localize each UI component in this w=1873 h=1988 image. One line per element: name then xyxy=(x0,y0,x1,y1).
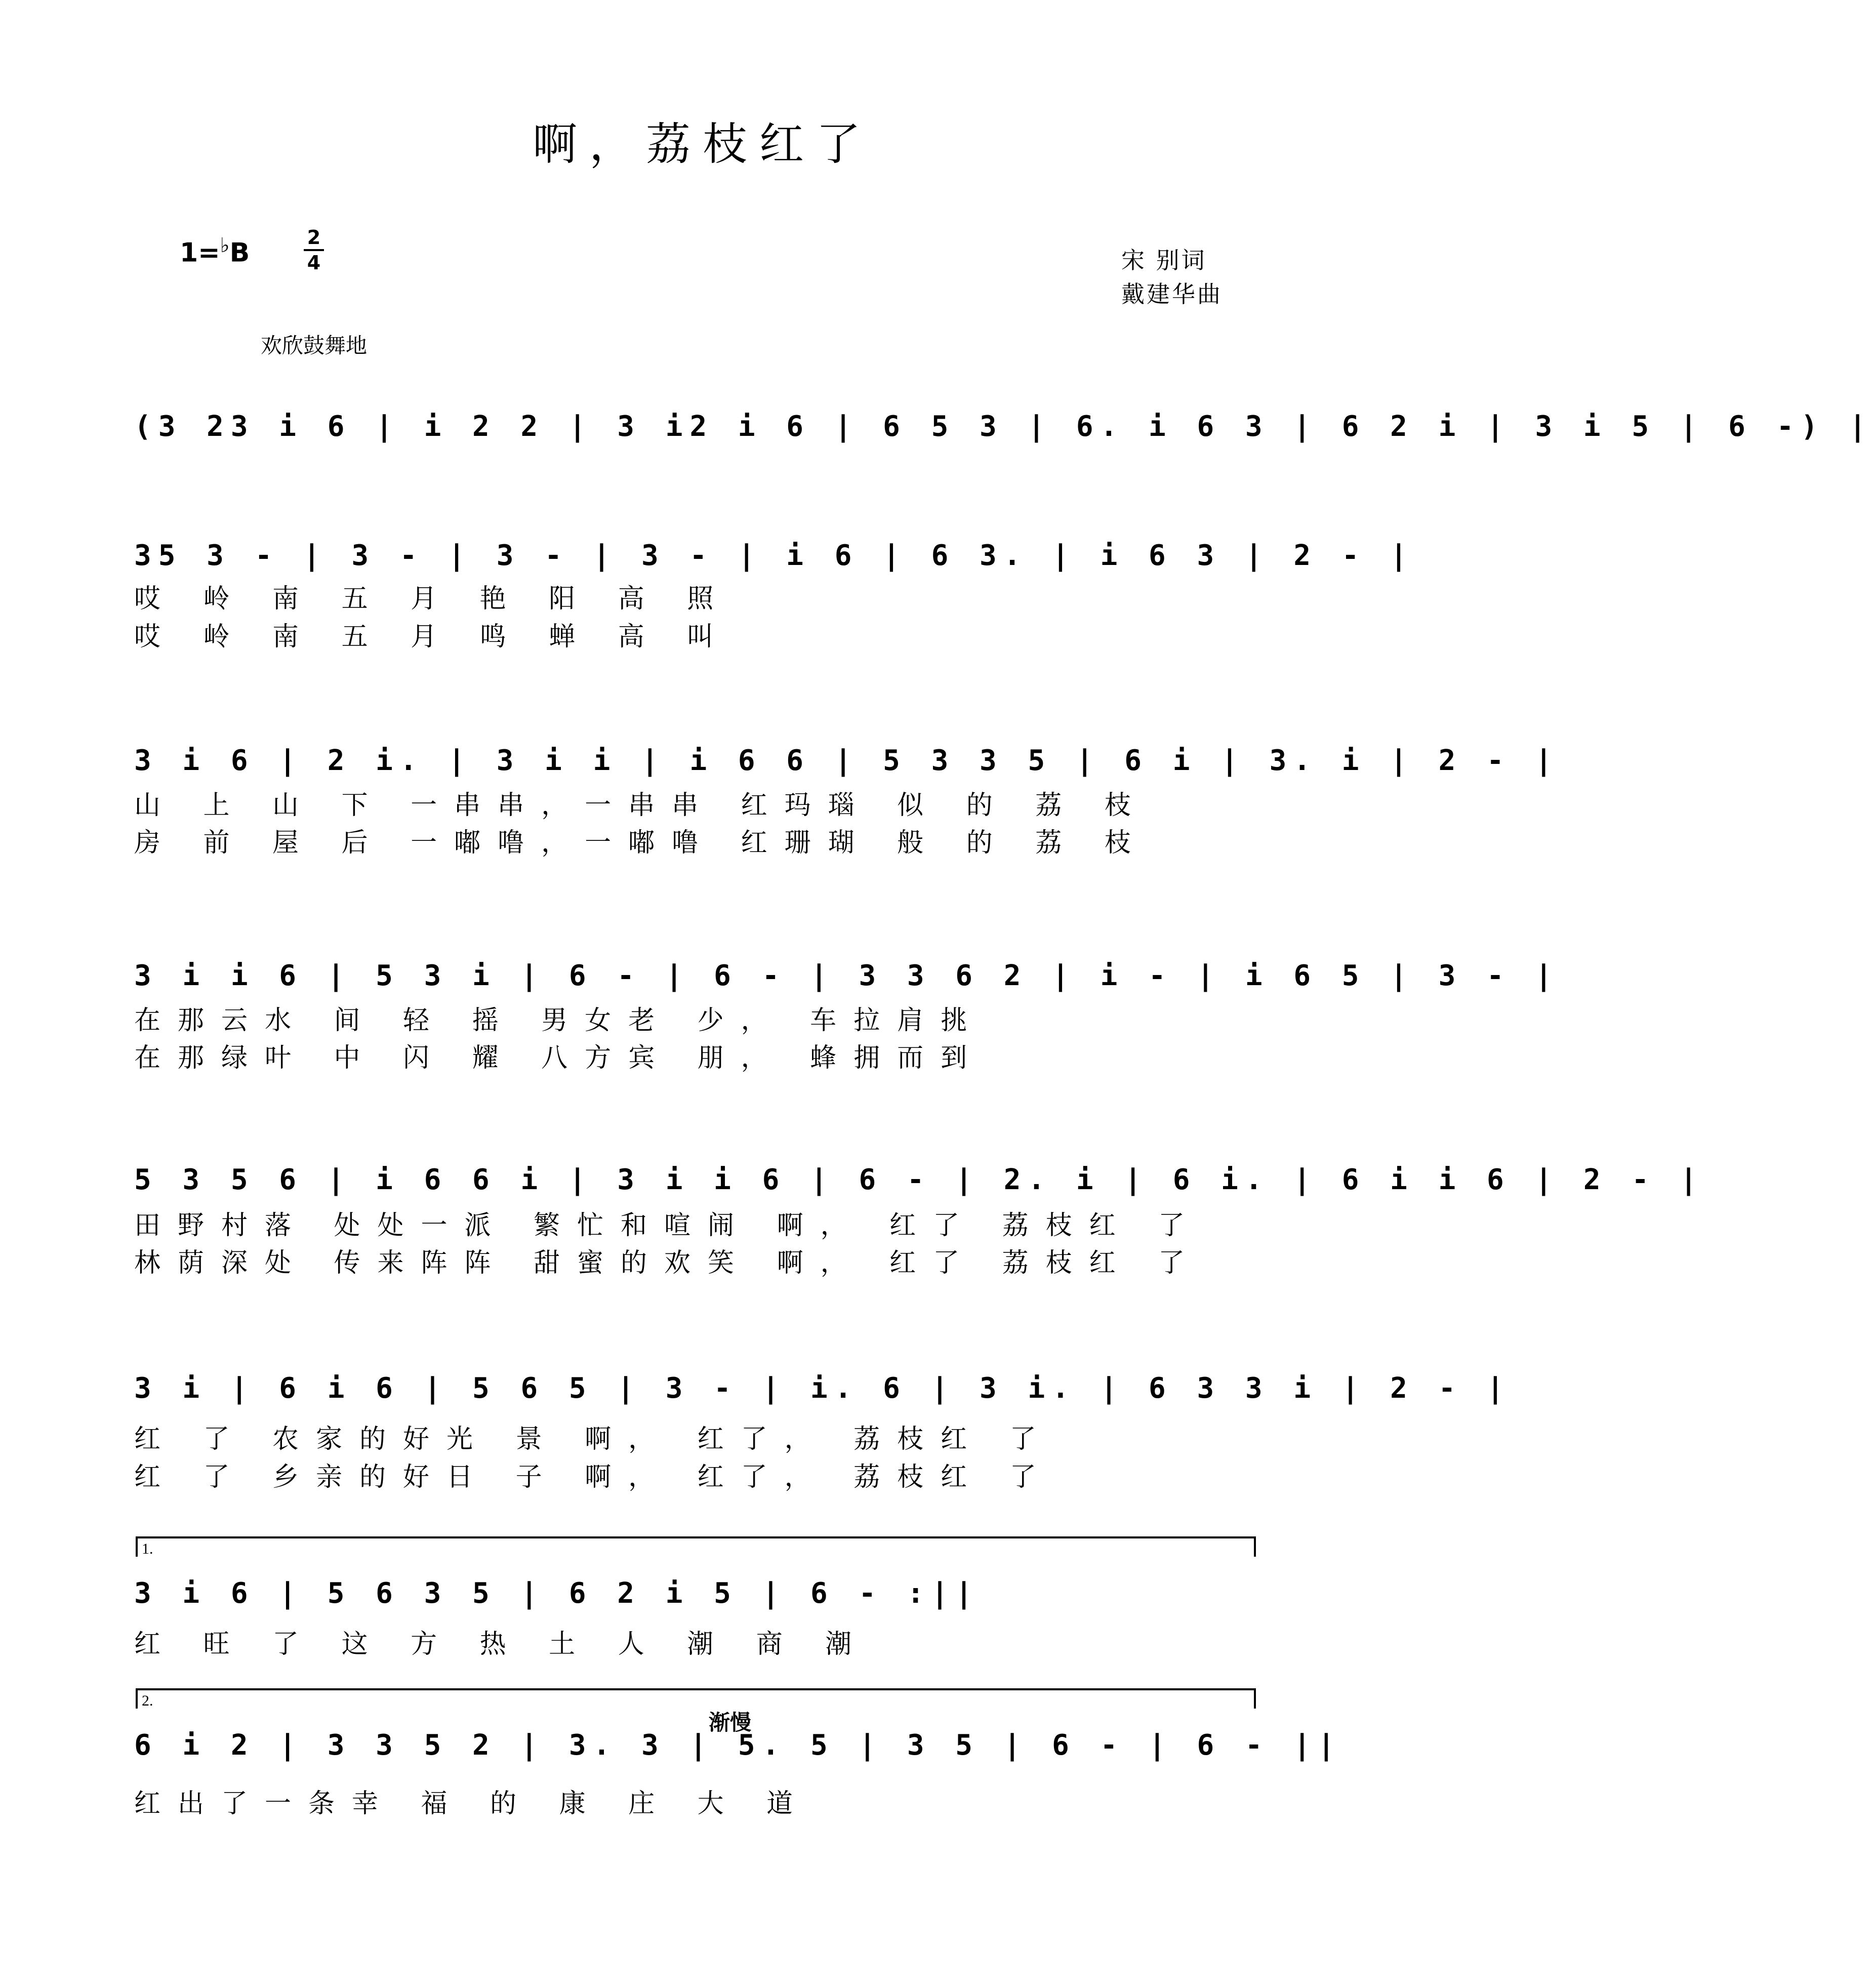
notation-row-7: 3 i 6 | 5 6 3 5 | 6 2 i 5 | 6 - :|| xyxy=(134,1577,980,1610)
lyric-row-2-verse-2: 哎 岭 南 五 月 鸣 蝉 高 叫 xyxy=(134,622,731,652)
lyric-row-4-verse-2: 在那绿叶 中 闪 耀 八方宾 朋， 蜂拥而到 xyxy=(134,1043,985,1073)
volta-bracket-1 xyxy=(136,1536,1256,1557)
notation-row-8: 6 i 2 | 3 3 5 2 | 3. 3 | 5. 5 | 3 5 | 6 - | 6 - || xyxy=(134,1729,1342,1762)
notation-row-4: 3 i i 6 | 5 3 i | 6 - | 6 - | 3 3 6 2 | i - | i 6 5 | 3 - | xyxy=(134,959,1560,992)
lyric-row-7: 红 旺 了 这 方 热 土 人 潮 商 潮 xyxy=(134,1629,869,1659)
meter-divider xyxy=(304,249,324,251)
lyric-row-6-verse-2: 红 了 乡亲的好日 子 啊， 红了， 荔枝红 了 xyxy=(134,1462,1053,1492)
tempo-marking: 欢欣鼓舞地 xyxy=(261,333,368,358)
lyric-row-5-verse-2: 林荫深处 传来阵阵 甜蜜的欢笑 啊， 红了 荔枝红 了 xyxy=(134,1248,1202,1278)
lyric-row-5-verse-1: 田野村落 处处一派 繁忙和喧闹 啊， 红了 荔枝红 了 xyxy=(134,1210,1202,1241)
lyric-row-6-verse-1: 红 了 农家的好光 景 啊， 红了， 荔枝红 了 xyxy=(134,1424,1053,1454)
volta-label-1: 1. xyxy=(142,1540,153,1557)
time-signature xyxy=(304,227,324,273)
notation-row-2: 35 3 - | 3 - | 3 - | 3 - | i 6 | 6 3. | i 6 3 | 2 - | xyxy=(134,539,1414,572)
volta-label-2: 2. xyxy=(142,1692,153,1709)
notation-row-5: 5 3 5 6 | i 6 6 i | 3 i i 6 | 6 - | 2. i | 6 i. | 6 i i 6 | 2 - | xyxy=(134,1163,1704,1196)
ritardando-marking: 渐慢 xyxy=(709,1710,752,1735)
meter-top: 2 xyxy=(307,226,321,249)
lyric-row-2-verse-1: 哎 岭 南 五 月 艳 阳 高 照 xyxy=(134,584,731,614)
lyric-row-3-verse-1: 山 上 山 下 一串串，一串串 红玛瑙 似 的 荔 枝 xyxy=(134,790,1148,821)
flat-icon: ♭ xyxy=(220,234,230,257)
composer: 戴建华曲 xyxy=(1121,280,1223,308)
notation-row-1: (3 23 i 6 | i 2 2 | 3 i2 i 6 | 6 5 3 | 6. i 6 3 | 6 2 i | 3 i 5 | 6 -) | xyxy=(134,410,1873,443)
lyricist: 宋 别词 xyxy=(1121,247,1207,274)
key-signature xyxy=(180,234,250,268)
lyric-row-8: 红出了一条幸 福 的 康 庄 大 道 xyxy=(134,1789,810,1819)
key-prefix: 1= xyxy=(180,237,220,268)
song-title: 啊，荔枝红了 xyxy=(532,118,873,170)
meter-bottom: 4 xyxy=(307,252,321,274)
notation-row-6: 3 i | 6 i 6 | 5 6 5 | 3 - | i. 6 | 3 i. | 6 3 3 i | 2 - | xyxy=(134,1372,1511,1405)
lyric-row-3-verse-2: 房 前 屋 后 一嘟噜，一嘟噜 红珊瑚 般 的 荔 枝 xyxy=(134,828,1148,858)
notation-row-3: 3 i 6 | 2 i. | 3 i i | i 6 6 | 5 3 3 5 | 6 i | 3. i | 2 - | xyxy=(134,744,1560,777)
volta-bracket-2 xyxy=(136,1688,1256,1709)
key-note: B xyxy=(229,237,250,268)
lyric-row-4-verse-1: 在那云水 间 轻 摇 男女老 少， 车拉肩挑 xyxy=(134,1005,985,1036)
